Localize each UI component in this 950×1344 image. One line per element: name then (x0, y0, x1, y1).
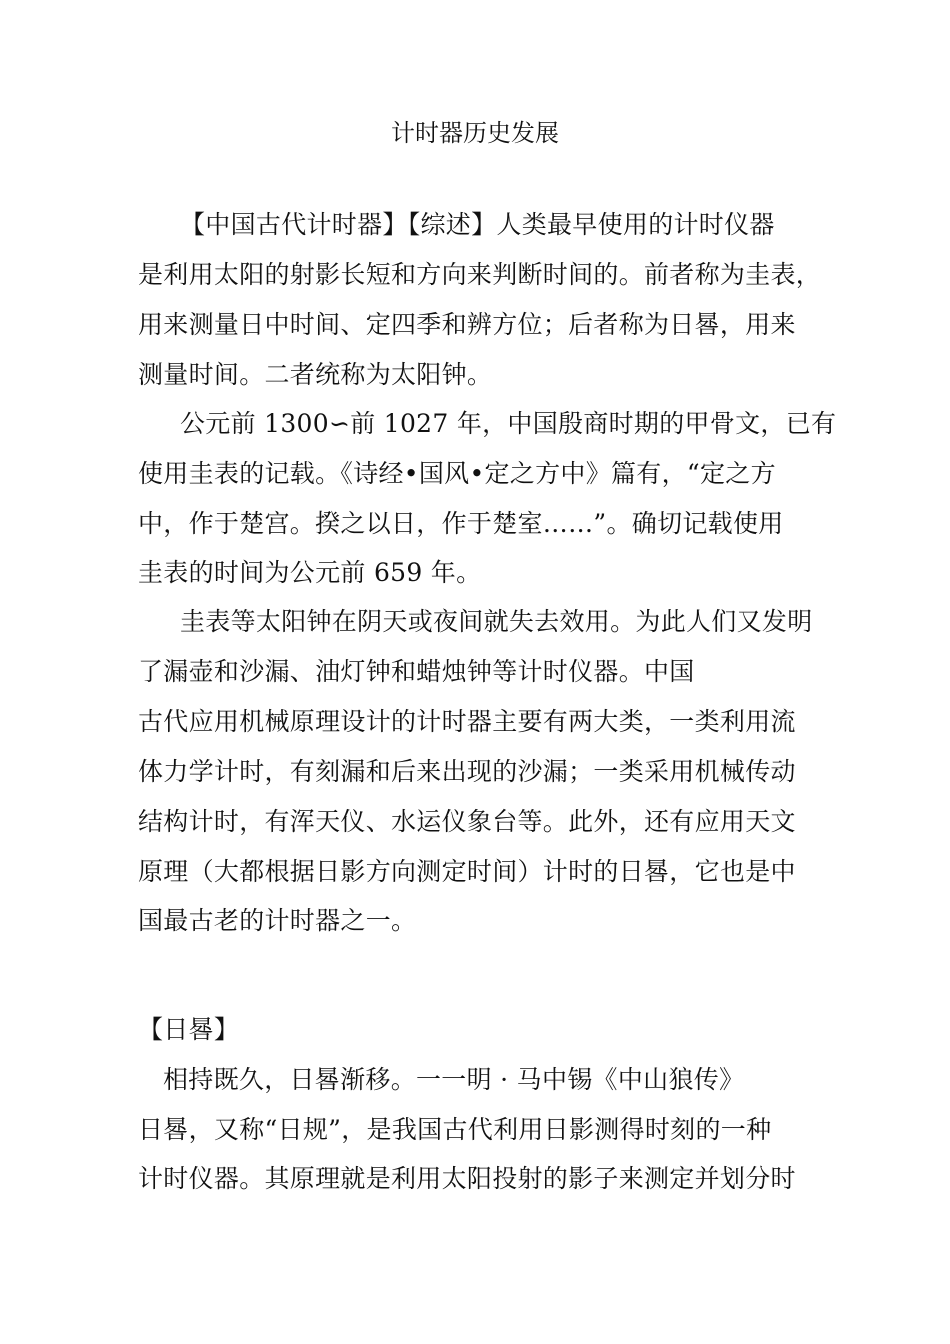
paragraph-3-line-3: 古代应用机械原理设计的计时器主要有两大类，一类利用流 (138, 707, 796, 736)
paragraph-3-line-4: 体力学计时，有刻漏和后来出现的沙漏；一类采用机械传动 (138, 757, 796, 786)
sundial-line-1: 日晷，又称“日规”，是我国古代利用日影测得时刻的一种 (138, 1115, 772, 1144)
paragraph-3-line-1: 圭表等太阳钟在阴天或夜间就失去效用。为此人们又发明 (180, 607, 813, 636)
paragraph-3-line-2: 了漏壶和沙漏、油灯钟和蜡烛钟等计时仪器。中国 (138, 657, 695, 686)
section-heading-sundial: 【日晷】 (138, 1015, 240, 1044)
paragraph-3-line-6: 原理（大都根据日影方向测定时间）计时的日晷，它也是中 (138, 857, 796, 886)
paragraph-1-line-3: 用来测量日中时间、定四季和辨方位；后者称为日晷，用来 (138, 310, 796, 339)
paragraph-3-line-5: 结构计时，有浑天仪、水运仪象台等。此外，还有应用天文 (138, 807, 796, 836)
paragraph-2-line-4: 圭表的时间为公元前 659 年。 (138, 558, 482, 587)
paragraph-3-line-7: 国最古老的计时器之一。 (138, 906, 417, 935)
paragraph-2-line-3: 中，作于楚宫。揆之以日，作于楚室……”。确切记载使用 (138, 509, 784, 538)
paragraph-1-line-4: 测量时间。二者统称为太阳钟。 (138, 360, 493, 389)
paragraph-1-line-2: 是利用太阳的射影长短和方向来判断时间的。前者称为圭表， (138, 260, 822, 289)
document-title: 计时器历史发展 (391, 119, 559, 147)
paragraph-2-line-1: 公元前 1300∽前 1027 年，中国殷商时期的甲骨文，已有 (180, 409, 837, 438)
paragraph-2-line-2: 使用圭表的记载。《诗经•国风•定之方中》篇有，“定之方 (138, 459, 776, 488)
paragraph-1-line-1: 【中国古代计时器】【综述】人类最早使用的计时仪器 (180, 210, 775, 239)
sundial-quote: 相持既久，日晷渐移。一一明 · 马中锡《中山狼传》 (163, 1065, 745, 1094)
sundial-line-2: 计时仪器。其原理就是利用太阳投射的影子来测定并划分时 (138, 1164, 796, 1193)
